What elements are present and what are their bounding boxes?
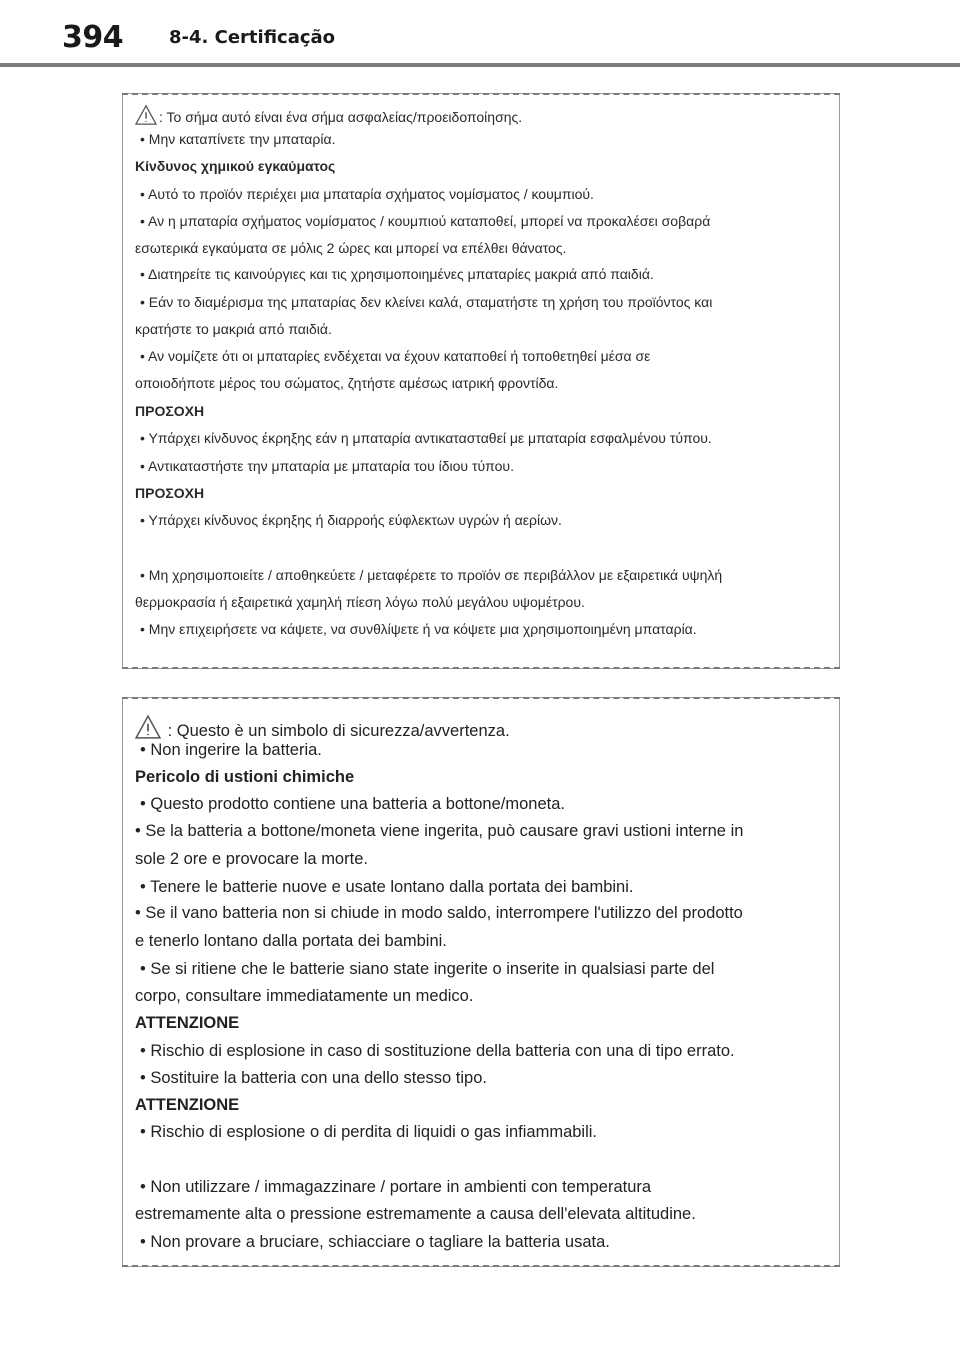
line-text: ATTENZIONE: [135, 1096, 240, 1114]
line-text: : Το σήμα αυτό είναι ένα σήμα ασφαλείας/προειδοποίησης.: [159, 109, 523, 125]
text-line: [140, 741, 322, 760]
line-text: Pericolo di ustioni chimiche: [135, 768, 355, 786]
text-line: [135, 594, 585, 610]
text-line: [140, 348, 650, 364]
line-text: sole 2 ore e provocare la morte.: [135, 850, 368, 868]
text-line: [140, 1178, 651, 1197]
line-text: : Questo è un simbolo di sicurezza/avvertenza.: [163, 722, 510, 740]
line-text: • Rischio di esplosione in caso di sostituzione della batteria con una di tipo errato.: [140, 1042, 735, 1060]
line-text: • Αν η μπαταρία σχήματος νομίσματος / κουμπιού καταποθεί, μπορεί να προκαλέσει σοβαρά: [140, 213, 711, 229]
warning-triangle-icon: [135, 714, 161, 740]
page-number: 394: [62, 20, 124, 55]
section-heading: [135, 1014, 239, 1033]
line-text: • Tenere le batterie nuove e usate lontano dalla portata dei bambini.: [140, 878, 634, 896]
line-text: e tenerlo lontano dalla portata dei bambini.: [135, 932, 447, 950]
line-text: • Sostituire la batteria con una dello stesso tipo.: [140, 1069, 487, 1087]
warning-triangle-icon: [135, 104, 157, 126]
text-line: [140, 1233, 610, 1252]
line-text: • Non provare a bruciare, schiacciare o tagliare la batteria usata.: [140, 1233, 610, 1251]
text-line: [135, 714, 510, 741]
page-header: [0, 0, 960, 66]
line-text: • Αυτό το προϊόν περιέχει μια μπαταρία σχήματος νομίσματος / κουμπιού.: [140, 186, 594, 202]
text-line: [140, 1123, 597, 1142]
text-line: [140, 621, 697, 637]
text-line: [140, 512, 562, 528]
text-line: [135, 375, 558, 391]
section-heading: [135, 1096, 239, 1115]
line-text: • Μη χρησιμοποιείτε / αποθηκεύετε / μεταφέρετε το προϊόν σε περιβάλλον με εξαιρετικά υψηλή: [140, 567, 723, 583]
line-text: • Se si ritiene che le batterie siano state ingerite o inserite in qualsiasi parte del: [140, 960, 715, 978]
line-text: Κίνδυνος χημικού εγκαύματος: [135, 158, 336, 174]
line-text: • Questo prodotto contiene una batteria a bottone/moneta.: [140, 795, 565, 813]
text-line: [140, 567, 722, 583]
bottom-dashed-border: [122, 1265, 840, 1267]
line-text: • Se la batteria a bottone/moneta viene ingerita, può causare gravi ustioni interne in: [135, 822, 744, 840]
line-text: • Υπάρχει κίνδυνος έκρηξης ή διαρροής εύφλεκτων υγρών ή αερίων.: [140, 512, 562, 528]
text-line: [135, 1205, 696, 1224]
line-text: • Διατηρείτε τις καινούργιες και τις χρησιμοποιημένες μπαταρίες μακριά από παιδιά.: [140, 266, 654, 282]
line-text: ΠΡΟΣΟΧΗ: [135, 485, 205, 501]
line-text: • Υπάρχει κίνδυνος έκρηξης εάν η μπαταρία αντικατασταθεί με μπαταρία εσφαλμένου τύπου.: [140, 430, 712, 446]
text-line: [140, 1042, 735, 1061]
top-dashed-border: [122, 697, 840, 699]
line-text: • Non utilizzare / immagazzinare / portare in ambienti con temperatura: [140, 1178, 652, 1196]
header-rule: [0, 63, 960, 67]
text-line: [140, 960, 714, 979]
line-text: ΠΡΟΣΟΧΗ: [135, 403, 205, 419]
text-line: [135, 240, 566, 256]
text-line: [140, 213, 710, 229]
text-line: [140, 186, 594, 202]
line-text: εσωτερικά εγκαύματα σε μόλις 2 ώρες και μπορεί να επέλθει θάνατος.: [135, 240, 567, 256]
text-line: [135, 932, 447, 951]
text-line: [140, 1069, 487, 1088]
text-line: [135, 850, 368, 869]
text-line: [140, 458, 514, 474]
line-text: ATTENZIONE: [135, 1014, 240, 1032]
section-heading: [135, 485, 204, 501]
text-line: [140, 430, 712, 446]
section-heading: [135, 158, 335, 174]
line-text: estremamente alta o pressione estremamente a causa dell'elevata altitudine.: [135, 1205, 696, 1223]
line-text: κρατήστε το μακριά από παιδιά.: [135, 321, 332, 337]
greek-warning-box: [122, 93, 840, 669]
text-line: [140, 294, 712, 310]
text-line: [140, 878, 633, 897]
line-text: • Non ingerire la batteria.: [140, 741, 322, 759]
text-line: [140, 266, 654, 282]
italian-warning-box: [122, 697, 840, 1267]
section-heading: [135, 768, 354, 787]
top-dashed-border: [122, 93, 840, 95]
line-text: corpo, consultare immediatamente un medico.: [135, 987, 474, 1005]
bottom-dashed-border: [122, 667, 840, 669]
line-text: • Μην καταπίνετε την μπαταρία.: [140, 131, 336, 147]
line-text: • Rischio di esplosione o di perdita di liquidi o gas infiammabili.: [140, 1123, 598, 1141]
section-heading: [135, 403, 204, 419]
line-text: • Αντικαταστήστε την μπαταρία με μπαταρία του ίδιου τύπου.: [140, 458, 514, 474]
line-text: • Εάν το διαμέρισμα της μπαταρίας δεν κλείνει καλά, σταματήστε τη χρήση του προϊόντος και: [140, 294, 713, 310]
line-text: οποιοδήποτε μέρος του σώματος, ζητήστε αμέσως ιατρική φροντίδα.: [135, 375, 559, 391]
line-text: θερμοκρασία ή εξαιρετικά χαμηλή πίεση λόγω πολύ μεγάλου υψομέτρου.: [135, 594, 585, 610]
text-line: [135, 904, 743, 923]
text-line: [140, 131, 335, 147]
line-text: • Μην επιχειρήσετε να κάψετε, να συνθλίψετε ή να κόψετε μια χρησιμοποιημένη μπαταρία.: [140, 621, 697, 637]
section-title: 8-4. Certificação: [169, 27, 336, 48]
text-line: [135, 104, 522, 126]
text-line: [135, 987, 473, 1006]
text-line: [140, 795, 565, 814]
text-line: [135, 822, 743, 841]
line-text: • Se il vano batteria non si chiude in modo saldo, interrompere l'utilizzo del prodotto: [135, 904, 743, 922]
line-text: • Αν νομίζετε ότι οι μπαταρίες ενδέχεται να έχουν καταποθεί ή τοποθετηθεί μέσα σε: [140, 348, 651, 364]
text-line: [135, 321, 332, 337]
